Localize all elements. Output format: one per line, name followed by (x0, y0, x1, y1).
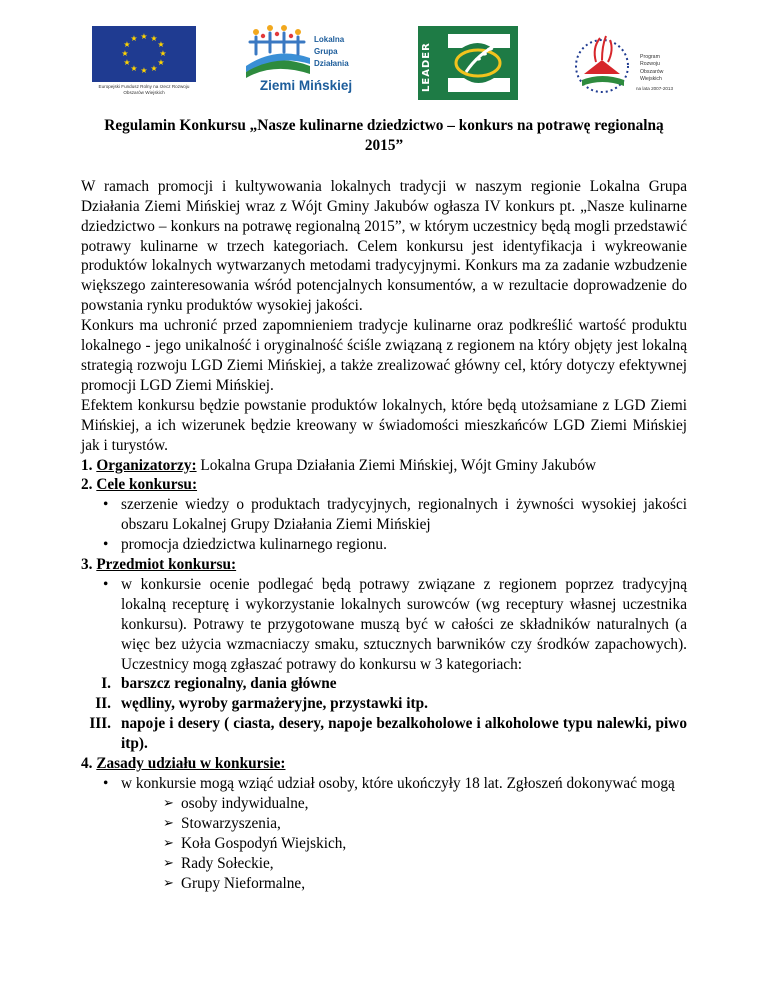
eu-logo (92, 26, 196, 102)
bullet-icon: • (103, 496, 109, 514)
arrow-bullet-icon: ➢ (163, 855, 174, 871)
svg-text:LEADER: LEADER (421, 42, 432, 92)
lgd-region-name: Ziemi Mińskiej (259, 78, 353, 93)
eu-flag (92, 26, 196, 82)
document-body (81, 116, 687, 893)
arrow-bullet-icon: ➢ (163, 875, 174, 891)
svg-text:★: ★ (130, 34, 138, 43)
prow-emblem-icon (570, 34, 638, 96)
section-organizers: 1. Organizatorzy: Lokalna Grupa Działania Ziemi Mińskiej, Wójt Gminy Jakubów (81, 456, 597, 474)
list-item: ➢ Rady Sołeckie, (163, 854, 274, 872)
prow-wordmark: Program Rozwoju Obszarów Wiejskich (640, 54, 664, 83)
goal-paragraph: Konkurs ma uchronić przed zapomnieniem tradycje kulinarne oraz podkreślić wartość produktu lokalnego - jego unikalność i oryginalność ściśle związaną z regionem na który objęty jest lokalną strategią rozwoju LGD Ziemi Mińskiej, a także zrealizować główny cel, który dotyczy efektywnej promocji LGD Ziemi Mińskiej. (81, 317, 687, 394)
svg-text:★: ★ (150, 34, 158, 43)
list-item: • szerzenie wiedzy o produktach tradycyjnych, regionalnych i żywności wysokiej jakości obszaru Lokalnej Grupy Działania Ziemi Mińskiej (103, 496, 687, 534)
category-item: III. napoje i desery ( ciasta, desery, napoje bezalkoholowe i alkoholowe typu nalewki, piwo itp). (89, 715, 687, 753)
arrow-bullet-icon: ➢ (163, 835, 174, 851)
bullet-icon: • (103, 575, 109, 593)
document-title: Regulamin Konkursu „Nasze kulinarne dziedzictwo – konkurs na potrawę regionalną 2015” (104, 117, 664, 154)
rules-list (81, 774, 687, 794)
svg-text:★: ★ (123, 58, 131, 67)
bullet-icon: • (103, 536, 109, 554)
arrow-bullet-icon: ➢ (163, 815, 174, 831)
subject-list (81, 575, 687, 675)
list-item: • promocja dziedzictwa kulinarnego regionu. (103, 536, 387, 554)
svg-text:★: ★ (130, 64, 138, 73)
list-item: ➢ Koła Gospodyń Wiejskich, (163, 834, 347, 852)
categories-list (81, 674, 687, 754)
section-heading: Zasady udziału w konkursie: (96, 755, 286, 773)
list-item: ➢ Grupy Nieformalne, (163, 874, 306, 892)
intro-paragraph: W ramach promocji i kultywowania lokalnych tradycji w naszym regionie Lokalna Grupa Działania Ziemi Mińskiej wraz z Wójt Gminy Jakubów ogłasza IV konkurs pt. „Nasze kulinarne dziedzictwo – konkurs na potrawę regionalną 2015”, w którym uczestnicy będą mogli przedstawić potrawy kulinarne w trzech kategoriach. Celem konkursu jest identyfikacja i wykreowanie produktów lokalnych wytwarzanych metodami tradycyjnymi. Konkurs ma za zadanie wzbudzenie większego zainteresowania wśród potencjalnych konsumentów, a w rezultacie doprowadzenie do powstania rynku produktów wysokiej jakości. (81, 177, 687, 315)
svg-text:★: ★ (140, 66, 148, 75)
section-rules: 4. Zasady udziału w konkursie: (81, 755, 286, 773)
category-item: II. wędliny, wyroby garmażeryjne, przystawki itp. (95, 695, 428, 713)
lgd-wordmark: Lokalna Grupa Działania (314, 35, 349, 68)
bullet-icon: • (103, 775, 109, 792)
svg-text:★: ★ (140, 32, 148, 41)
category-item: I. barszcz regionalny, dania główne (101, 675, 337, 693)
effect-paragraph: Efektem konkursu będzie powstanie produktów lokalnych, które będą utożsamiane z LGD Ziemi Mińskiej, a ich wizerunek będzie kreowany w świadomości mieszkańców LGD Ziemi Mińskiej jak i turystów. (81, 396, 687, 454)
leader-emblem-icon (418, 26, 518, 100)
section-heading: Przedmiot konkursu: (96, 556, 237, 574)
organizers-text: Lokalna Grupa Działania Ziemi Mińskiej, Wójt Gminy Jakubów (196, 456, 597, 474)
svg-text:★: ★ (157, 40, 165, 49)
prow-logo (570, 34, 674, 102)
svg-text:★: ★ (159, 49, 167, 58)
section-goals: 2. Cele konkursu: (81, 476, 198, 494)
goals-list (81, 495, 687, 555)
lgd-logo (244, 22, 376, 104)
arrow-bullet-icon: ➢ (163, 795, 174, 811)
svg-text:★: ★ (123, 40, 131, 49)
eu-caption: Europejski Fundusz Rolny na rzecz Rozwoju Obszarów Wiejskich (98, 84, 190, 95)
people-icon (244, 22, 314, 78)
section-subject: 3. Przedmiot konkursu: (81, 556, 237, 574)
section-heading: Organizatorzy: (96, 456, 197, 474)
svg-text:★: ★ (150, 64, 158, 73)
participants-list (81, 794, 687, 894)
logo-bar (0, 0, 768, 110)
prow-years: na lata 2007-2013 (636, 86, 674, 91)
svg-text:★: ★ (157, 58, 165, 67)
list-item: • w konkursie mogą wziąć udział osoby, które ukończyły 18 lat. Zgłoszeń dokonywać mogą (103, 775, 675, 792)
leader-logo (418, 26, 518, 100)
list-item: ➢ Stowarzyszenia, (163, 814, 281, 832)
svg-text:★: ★ (121, 49, 129, 58)
section-heading: Cele konkursu: (96, 476, 198, 494)
list-item: ➢ osoby indywidualne, (163, 794, 309, 812)
list-item: • w konkursie ocenie podlegać będą potrawy związane z regionem poprzez tradycyjną lokalną recepturę i wykorzystanie lokalnych surowców (wg receptury własnej uczestnika konkursu). Potrawy te przygotowane muszą być w całości ze składników naturalnych (a więc bez użycia wzmacniaczy smaku, sztucznych barwników czy środków zapachowych). Uczestnicy mogą zgłaszać potrawy do konkursu w 3 kategoriach: (103, 575, 687, 673)
